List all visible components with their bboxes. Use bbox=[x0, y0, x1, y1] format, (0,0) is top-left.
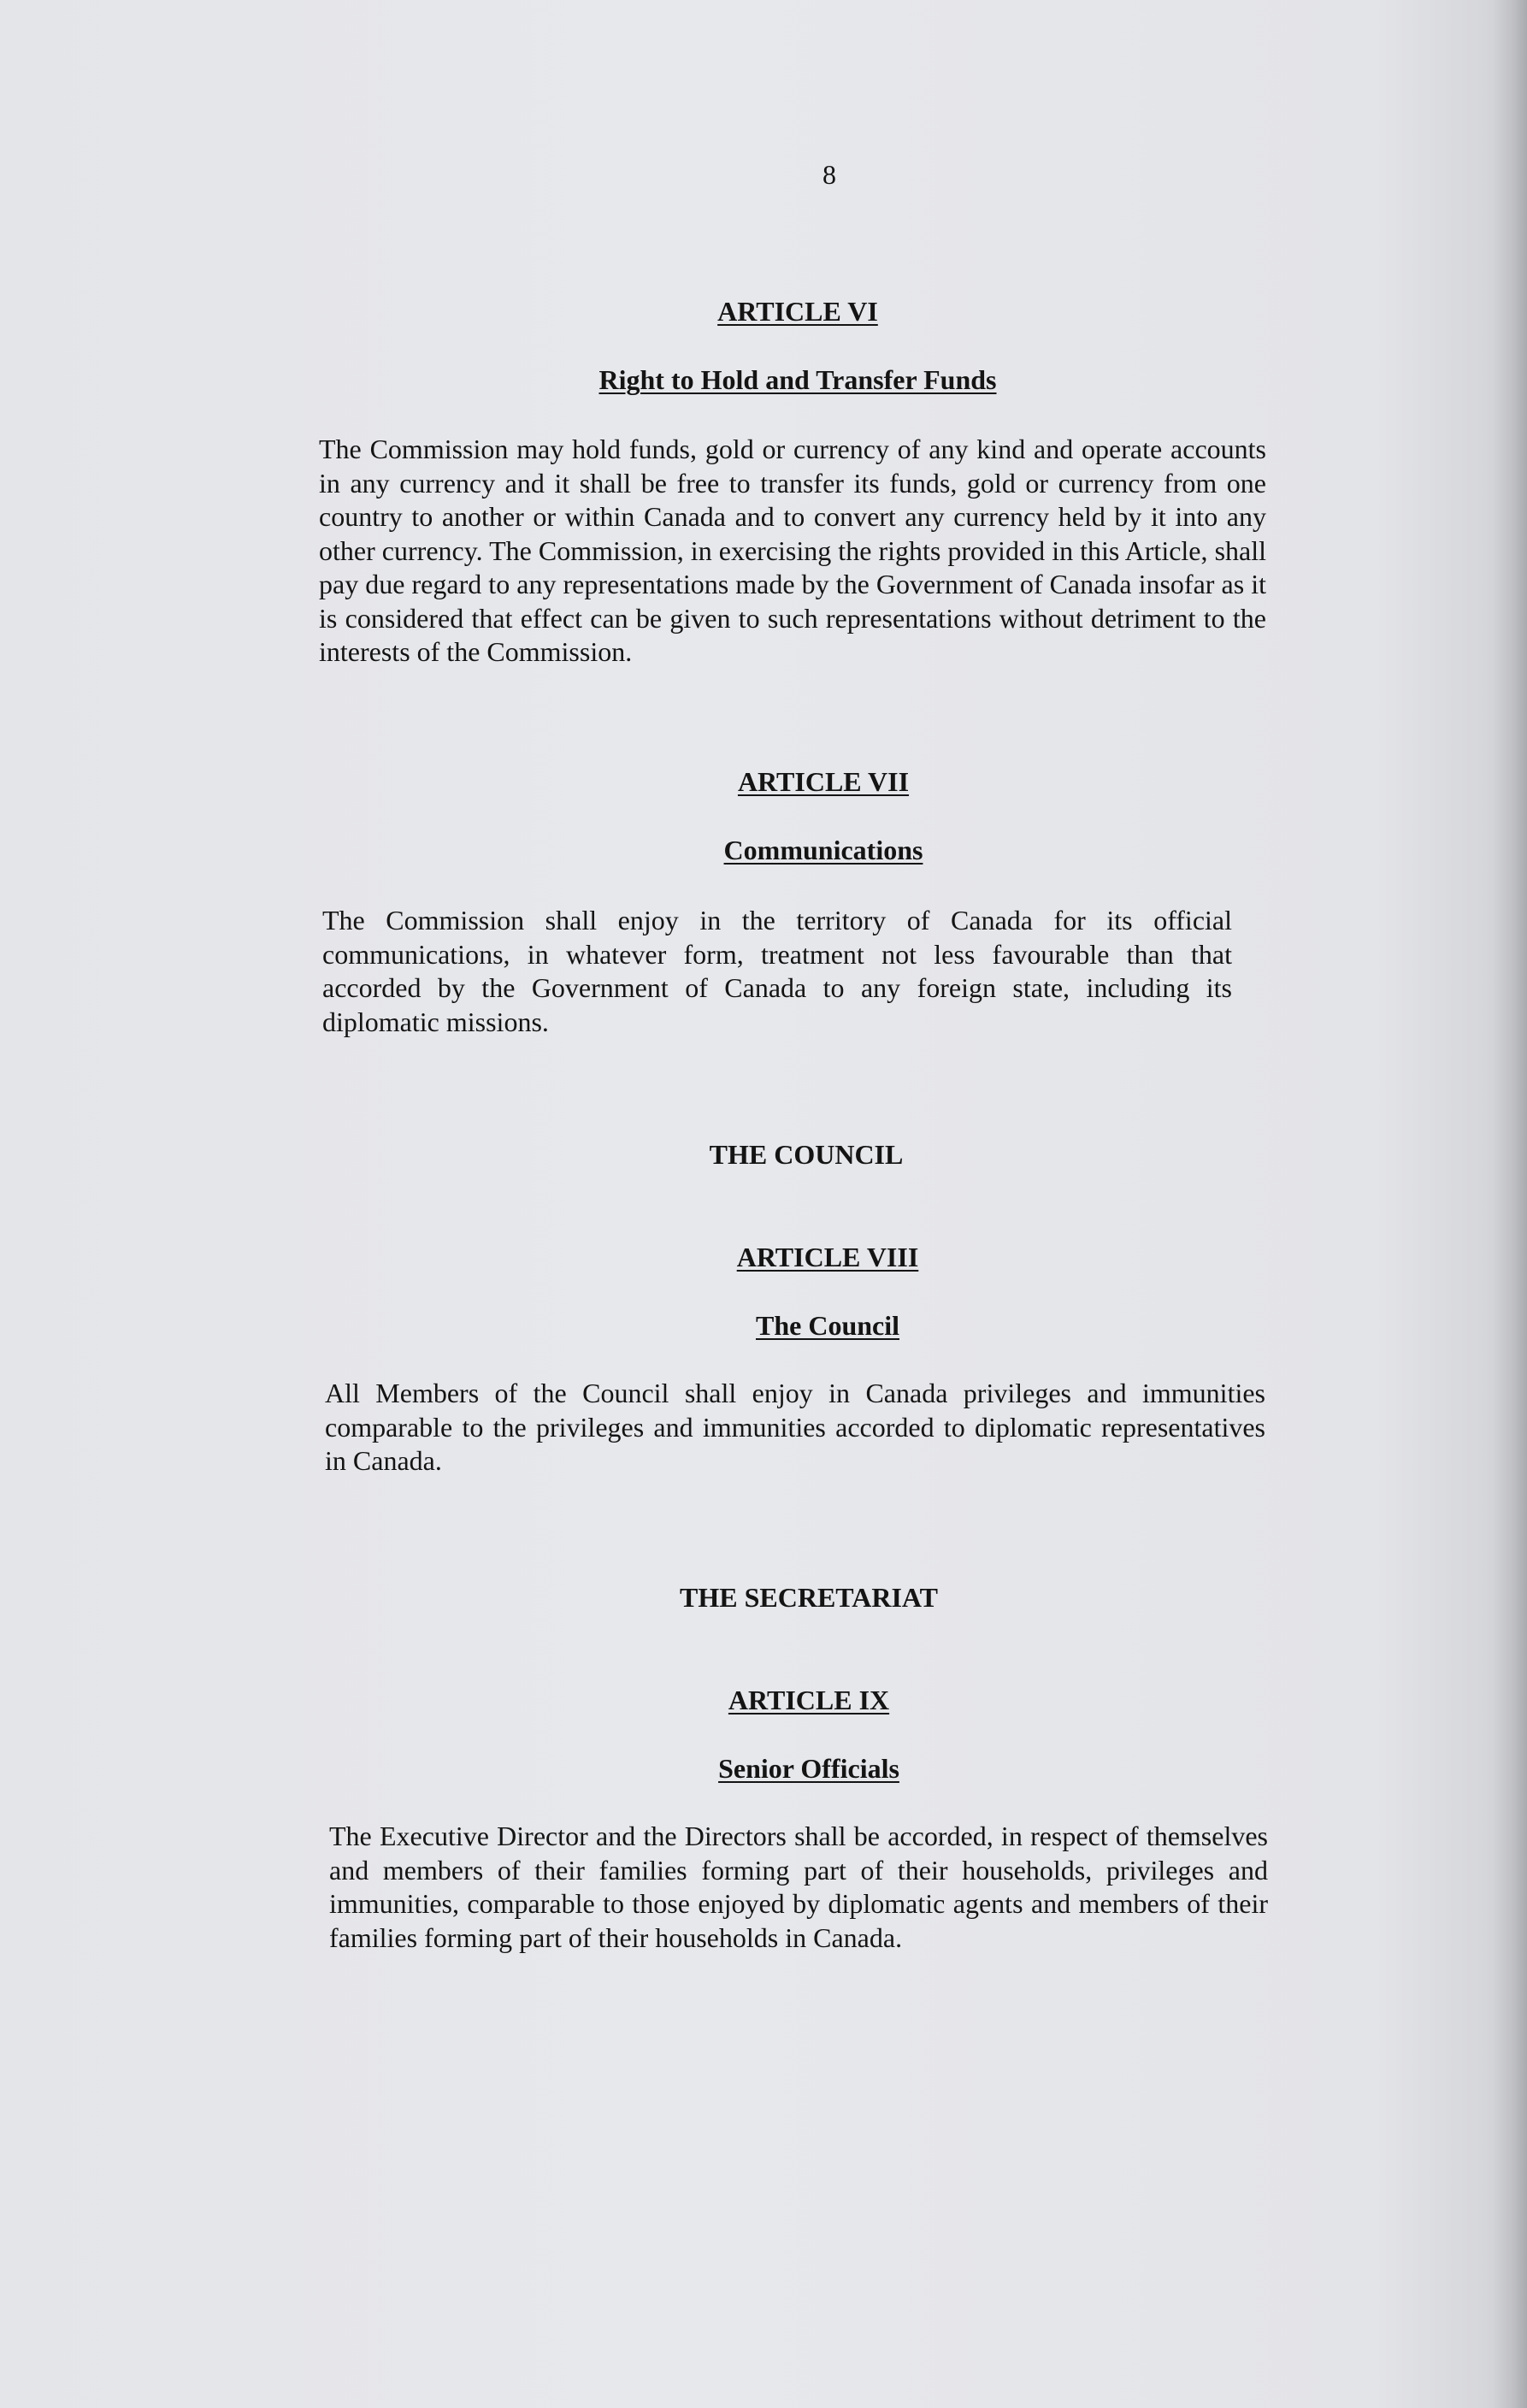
page-edge bbox=[1493, 0, 1527, 2408]
article-vi-body: The Commission may hold funds, gold or currency of any kind and operate accounts in any currency and it shall be free to transfer its funds, gold or currency from one country to another or within Canada and to convert any currency held by it into any other currency. The Commission, in exercising the rights provided in this Article, shall pay due regard to any representations made by the Government of Canada insofar as it is considered that effect can be given to such representations without detriment to the interests of the Commission. bbox=[319, 434, 1266, 667]
page-number: 8 bbox=[822, 159, 836, 190]
article-ix-subheading: Senior Officials bbox=[718, 1753, 899, 1784]
article-vi-subheading: Right to Hold and Transfer Funds bbox=[598, 364, 997, 395]
article-vi-heading: ARTICLE VI bbox=[717, 296, 878, 327]
article-viii-heading: ARTICLE VIII bbox=[736, 1242, 919, 1272]
article-vii-body: The Commission shall enjoy in the territory of Canada for its official communications, in whatever form, treatment not less favourable than that accorded by the Government of Canada to any foreign state, including its diplomatic missions. bbox=[322, 905, 1232, 1037]
article-ix-heading: ARTICLE IX bbox=[728, 1685, 890, 1715]
article-ix-body: The Executive Director and the Directors shall be accorded, in respect of themselves and members of their families forming part of their households, privileges and immunities, comparable to those enjoyed by diplomatic agents and members of their families forming part of their households in Canada. bbox=[329, 1821, 1268, 1953]
council-section-title: THE COUNCIL bbox=[709, 1139, 904, 1170]
article-vii-heading: ARTICLE VII bbox=[737, 766, 910, 797]
article-vii-subheading: Communications bbox=[723, 835, 923, 865]
article-viii-subheading: The Council bbox=[755, 1310, 900, 1341]
secretariat-section-title: THE SECRETARIAT bbox=[680, 1582, 938, 1613]
article-viii-body: All Members of the Council shall enjoy in Canada privileges and immunities comparable to the privileges and immunities accorded to diplomatic representatives in Canada. bbox=[325, 1378, 1265, 1476]
